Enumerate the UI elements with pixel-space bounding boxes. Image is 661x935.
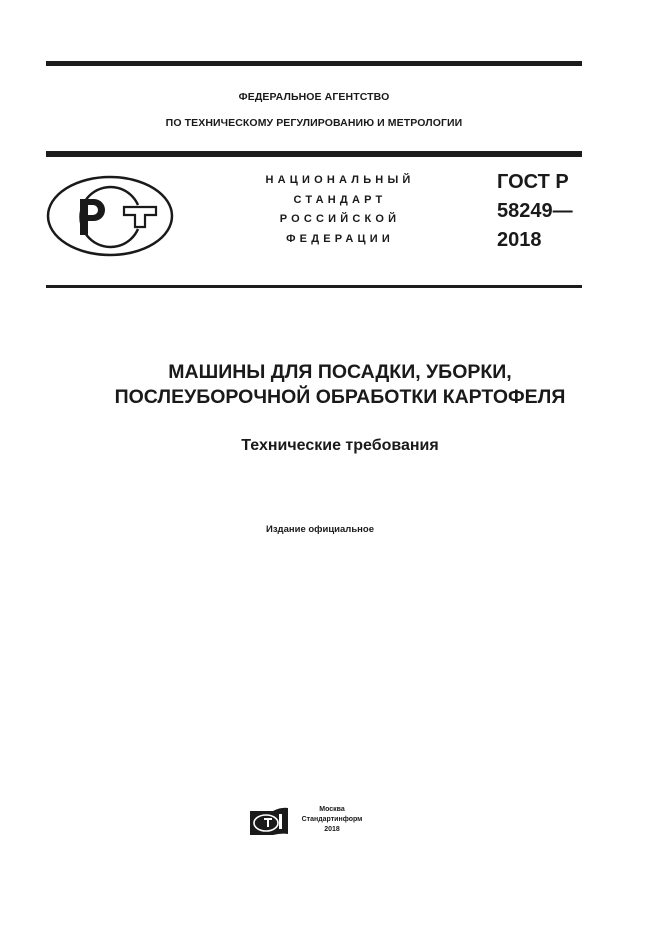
document-subtitle: Технические требования [241,437,439,454]
publisher-city: Москва [319,806,345,813]
publisher-imprint [292,805,372,835]
title-line-2: ПОСЛЕУБОРОЧНОЙ ОБРАБОТКИ КАРТОФЕЛЯ [114,386,566,408]
standard-designation [497,168,573,255]
designation-line-1: ГОСТ Р [497,171,569,193]
agency-line-2: ПО ТЕХНИЧЕСКОМУ РЕГУЛИРОВАНИЮ И МЕТРОЛОГИИ [165,117,463,129]
title-rule [46,285,582,288]
national-standard-line: РОССИЙСКОЙ [279,213,401,225]
top-rule [46,61,582,66]
national-standard-label [240,171,440,249]
gost-rst-emblem-icon [46,175,174,257]
document-title [60,360,620,410]
title-line-1: МАШИНЫ ДЛЯ ПОСАДКИ, УБОРКИ, [168,361,512,383]
agency-line-1: ФЕДЕРАЛЬНОЕ АГЕНТСТВО [238,91,390,103]
standartinform-logo-icon [249,806,289,836]
national-standard-line: СТАНДАРТ [293,193,387,206]
national-standard-line: ФЕДЕРАЦИИ [286,232,394,245]
national-standard-line: НАЦИОНАЛЬНЫЙ [265,174,415,186]
publisher-year: 2018 [324,826,340,833]
publisher-name: Стандартинформ [301,816,363,823]
edition-label: Издание официальное [266,524,374,535]
header-rule [46,151,582,157]
designation-line-2: 58249— [497,200,573,222]
designation-line-3: 2018 [497,229,542,251]
